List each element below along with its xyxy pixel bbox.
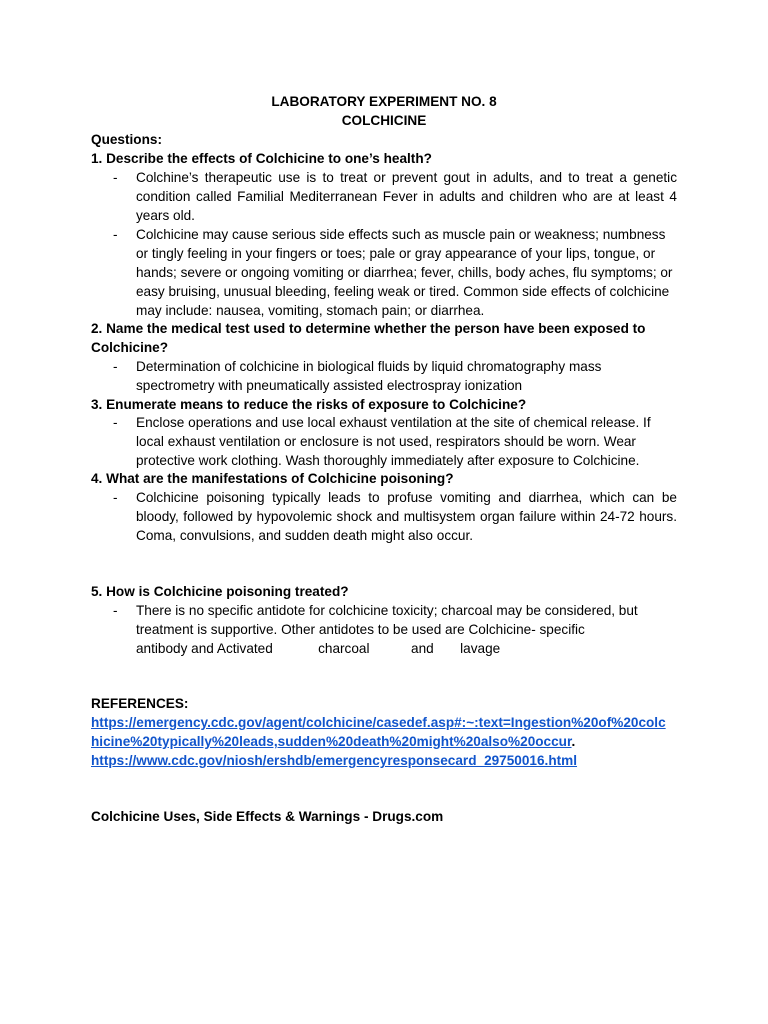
answer-3a: Enclose operations and use local exhaust ventilation at the site of chemical release. If local exhaust ventilation or enclosure is not used, respirators should be worn. Wear protective work clothing. Wash thoroughly immediately after exposure to Colchicine. — [136, 415, 651, 468]
question-5: 5. How is Colchicine poisoning treated? — [91, 584, 349, 599]
bullet-dash: - — [113, 490, 118, 505]
drugs-reference: Colchicine Uses, Side Effects & Warnings - Drugs.com — [91, 809, 444, 824]
reference-link-1-line-1[interactable] — [91, 713, 666, 732]
questions-heading: Questions: — [91, 132, 162, 147]
reference-link-1a[interactable]: https://emergency.cdc.gov/agent/colchicine/casedef.asp#:~:text=Ingestion%20of%20colc — [91, 715, 666, 730]
bullet-dash: - — [113, 227, 118, 242]
answer-1a: Colchine’s therapeutic use is to treat or prevent gout in adults, and to treat a genetic condition called Familial Mediterranean Fever in adults and children who are at least 4 years old. — [136, 170, 677, 223]
answer-5-line-3: antibody and Activated charcoal and lavage — [136, 641, 501, 656]
question-2-line-2: Colchicine? — [91, 340, 169, 355]
document-subtitle: COLCHICINE — [341, 113, 427, 128]
answer-2a: Determination of colchicine in biological fluids by liquid chromatography mass spectrometry with pneumatically assisted electrospray ionization — [136, 359, 602, 393]
question-1: 1. Describe the effects of Colchicine to one’s health? — [91, 151, 432, 166]
reference-link-1b[interactable]: hicine%20typically%20leads,sudden%20death%20might%20also%20occur — [91, 734, 572, 749]
reference-link-1-line-2[interactable] — [91, 732, 575, 751]
bullet-dash: - — [113, 359, 118, 374]
question-2-line-1: 2. Name the medical test used to determine whether the person have been exposed to — [91, 321, 646, 336]
answer-1b: Colchicine may cause serious side effects such as muscle pain or weakness; numbness or tingly feeling in your fingers or toes; pale or gray appearance of your lips, tongue, or hands; severe or ongoing vomiting or diarrhea; fever, chills, body aches, flu symptoms; or easy bruising, unusual bleeding, feeling weak or tired. Common side effects of colchicine may include: nausea, vomiting, stomach pain; or diarrhea. — [136, 227, 673, 318]
reference-link-2-line[interactable] — [91, 751, 577, 770]
bullet-dash: - — [113, 603, 118, 618]
answer-5-line-1: There is no specific antidote for colchicine toxicity; charcoal may be considered, but — [136, 603, 638, 618]
answer-5-line-2: treatment is supportive. Other antidotes to be used are Colchicine- specific — [136, 622, 585, 637]
question-4: 4. What are the manifestations of Colchicine poisoning? — [91, 471, 454, 486]
bullet-dash: - — [113, 415, 118, 430]
bullet-dash: - — [113, 170, 118, 185]
reference-link-2[interactable]: https://www.cdc.gov/niosh/ershdb/emergencyresponsecard_29750016.html — [91, 753, 578, 768]
reference-link-1-period: . — [571, 734, 576, 749]
document-title: LABORATORY EXPERIMENT NO. 8 — [271, 94, 497, 109]
question-3: 3. Enumerate means to reduce the risks of exposure to Colchicine? — [91, 397, 527, 412]
answer-4a: Colchicine poisoning typically leads to profuse vomiting and diarrhea, which can be bloody, followed by hypovolemic shock and multisystem organ failure within 24-72 hours. Coma, convulsions, and sudden death might also occur. — [136, 490, 677, 543]
references-heading: REFERENCES: — [91, 696, 189, 711]
